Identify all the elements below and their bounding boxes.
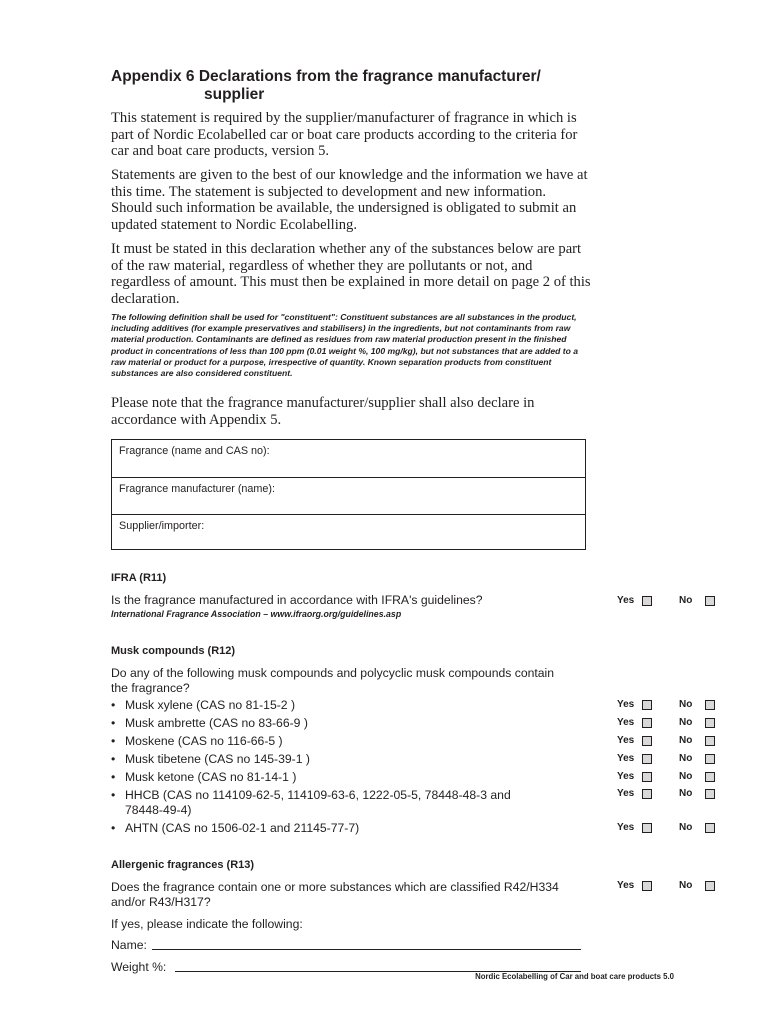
musk-ambrette-yes-label: Yes (617, 717, 635, 728)
allergenic-yes-label: Yes (617, 880, 635, 891)
musk-item-ambrette: • Musk ambrette (CAS no 83-66-9 ) (111, 716, 308, 730)
musk-xylene-yes-label: Yes (617, 699, 635, 710)
allergenic-no-checkbox[interactable] (705, 881, 715, 891)
allergenic-question (111, 880, 559, 910)
moskene-yes-checkbox[interactable] (642, 736, 652, 746)
musk-ketone-no-label: No (679, 771, 693, 782)
supplier-importer-label: Supplier/importer: (119, 520, 205, 532)
musk-tibetene-yes-label: Yes (617, 753, 635, 764)
statement-paragraph: Statements are given to the best of our knowledge and the information we have at this time. The statement is subjected to development and new information. Should such information be available, the undersigned is obligated to submit an updated statement to Nordic Ecolabelling. (111, 167, 588, 233)
musk-xylene-yes-checkbox[interactable] (642, 700, 652, 710)
ifra-question: Is the fragrance manufactured in accordance with IFRA's guidelines? (111, 593, 483, 607)
constituent-definition: The following definition shall be used for "constituent": Constituent substances are all substances in the product, including additives (for example preservatives and stabilisers) in the ingredients, but not contaminants from raw material production. Contaminants are defined as residues from raw material production present in the finished product in concentrations of less than 100 ppm (0.01 weight %, 100 mg/kg), but not substances that are added to a raw material or product for a purpose, irrespective of quantity. Known separation products from constituent substances are also considered constituent. (111, 312, 579, 379)
musk-item-ketone: • Musk ketone (CAS no 81-14-1 ) (111, 770, 297, 784)
musk-item-ahtn: • AHTN (CAS no 1506-02-1 and 21145-77-7) (111, 821, 360, 835)
fragrance-name-label: Fragrance (name and CAS no): (119, 445, 270, 457)
musk-item-xylene: • Musk xylene (CAS no 81-15-2 ) (111, 698, 296, 712)
ifra-heading: IFRA (R11) (111, 572, 167, 584)
musk-question-line-2: the fragrance? (111, 681, 190, 695)
allergenic-if-yes: If yes, please indicate the following: (111, 917, 303, 931)
musk-ketone-no-checkbox[interactable] (705, 772, 715, 782)
musk-xylene-no-label: No (679, 699, 693, 710)
intro-paragraph: This statement is required by the supplier/manufacturer of fragrance in which is part of Nordic Ecolabelled car or boat care products according to the criteria for car and boat care products, version 5. (111, 110, 578, 160)
allergenic-no-label: No (679, 880, 693, 891)
musk-ketone-yes-checkbox[interactable] (642, 772, 652, 782)
musk-ambrette-yes-checkbox[interactable] (642, 718, 652, 728)
musk-question (111, 666, 554, 696)
moskene-yes-label: Yes (617, 735, 635, 746)
ifra-no-checkbox[interactable] (705, 596, 715, 606)
musk-ketone-yes-label: Yes (617, 771, 635, 782)
fragrance-manufacturer-field[interactable] (112, 477, 585, 514)
identification-form (111, 439, 586, 550)
appendix-note-paragraph: Please note that the fragrance manufacturer/supplier shall also declare in accordance with Appendix 5. (111, 395, 535, 428)
moskene-no-checkbox[interactable] (705, 736, 715, 746)
supplier-importer-field[interactable] (112, 514, 585, 551)
page-footer: Nordic Ecolabelling of Car and boat care products 5.0 (475, 972, 674, 981)
ifra-yes-checkbox[interactable] (642, 596, 652, 606)
hhcb-yes-checkbox[interactable] (642, 789, 652, 799)
title-line-1: Appendix 6 Declarations from the fragrance manufacturer/ (111, 68, 541, 85)
page-title (111, 68, 541, 104)
musk-xylene-no-checkbox[interactable] (705, 700, 715, 710)
ahtn-yes-checkbox[interactable] (642, 823, 652, 833)
allergenic-question-line-1: Does the fragrance contain one or more substances which are classified R42/H334 (111, 880, 559, 894)
weight-label: Weight %: (111, 960, 167, 974)
musk-tibetene-no-label: No (679, 753, 693, 764)
ahtn-no-label: No (679, 822, 693, 833)
hhcb-no-label: No (679, 788, 693, 799)
ifra-no-label: No (679, 595, 693, 606)
fragrance-manufacturer-label: Fragrance manufacturer (name): (119, 483, 276, 495)
musk-ambrette-no-checkbox[interactable] (705, 718, 715, 728)
title-line-2: supplier (204, 86, 265, 103)
allergenic-question-line-2: and/or R43/H317? (111, 895, 211, 909)
hhcb-no-checkbox[interactable] (705, 789, 715, 799)
allergenic-yes-checkbox[interactable] (642, 881, 652, 891)
allergenic-heading: Allergenic fragrances (R13) (111, 859, 255, 871)
musk-ambrette-no-label: No (679, 717, 693, 728)
musk-item-hhcb: • HHCB (CAS no 114109-62-5, 114109-63-6, 1222-05-5, 78448-48-3 and 78448-49-4) (111, 788, 511, 817)
moskene-no-label: No (679, 735, 693, 746)
ifra-note: International Fragrance Association – www.ifraorg.org/guidelines.asp (111, 609, 402, 619)
hhcb-yes-label: Yes (617, 788, 635, 799)
name-input-line[interactable] (152, 949, 581, 950)
musk-item-moskene: • Moskene (CAS no 116-66-5 ) (111, 734, 283, 748)
name-label: Name: (111, 938, 147, 952)
ifra-yes-label: Yes (617, 595, 635, 606)
musk-question-line-1: Do any of the following musk compounds and polycyclic musk compounds contain (111, 666, 555, 680)
fragrance-name-field[interactable] (112, 440, 585, 477)
musk-tibetene-no-checkbox[interactable] (705, 754, 715, 764)
musk-heading: Musk compounds (R12) (111, 645, 236, 657)
ahtn-no-checkbox[interactable] (705, 823, 715, 833)
musk-item-tibetene: • Musk tibetene (CAS no 145-39-1 ) (111, 752, 310, 766)
ahtn-yes-label: Yes (617, 822, 635, 833)
substances-paragraph: It must be stated in this declaration whether any of the substances below are part of the raw material, regardless of whether they are pollutants or not, and regardless of amount. This must then be explained in more detail on page 2 of this declaration. (111, 241, 591, 307)
musk-tibetene-yes-checkbox[interactable] (642, 754, 652, 764)
